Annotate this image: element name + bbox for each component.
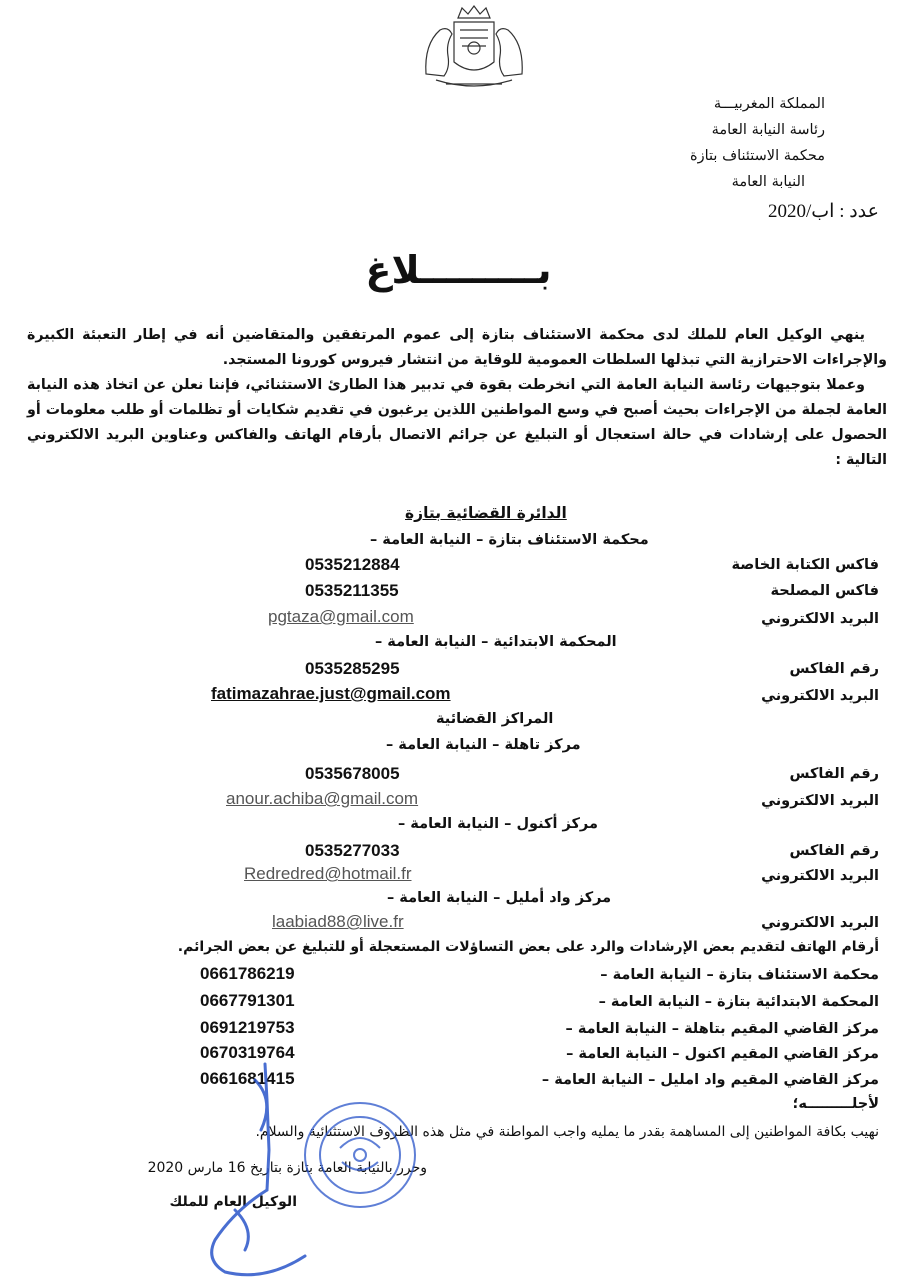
wad-amlil-heading: مركز واد أمليل – النيابة العامة – xyxy=(387,890,612,906)
official-stamp-icon xyxy=(300,1098,420,1213)
service-fax-number: 0535211355 xyxy=(305,581,399,600)
header-office: رئاسة النيابة العامة xyxy=(711,122,825,138)
service-fax-label: فاكس المصلحة xyxy=(770,583,879,599)
phones-intro: أرقام الهاتف لتقديم بعض الإرشادات والرد على بعض التساؤلات المستعجلة أو للتبليغ عن بعض الجرائم. xyxy=(177,939,879,955)
private-fax-number: 0535212884 xyxy=(305,555,400,574)
phone-number-tahla: 0691219753 xyxy=(200,1018,295,1037)
closing-signatory: الوكيل العام للملك xyxy=(169,1194,297,1210)
phone-label-first-instance: المحكمة الابتدائية بتازة – النيابة العامة – xyxy=(598,994,879,1010)
phone-label-wad-amlil: مركز القاضي المقيم واد امليل – النيابة العامة – xyxy=(541,1072,879,1088)
centers-heading: المراكز القضائية xyxy=(436,711,554,727)
tahla-email-label: البريد الالكتروني xyxy=(761,793,879,809)
aknoul-heading: مركز أكنول – النيابة العامة – xyxy=(398,816,598,832)
page-title: بـــــــــلاغ xyxy=(365,248,552,292)
tahla-fax-label: رقم الفاكس xyxy=(789,766,879,782)
wad-amlil-email-link[interactable]: laabiad88@live.fr xyxy=(272,912,404,931)
phone-number-first-instance: 0667791301 xyxy=(200,991,295,1010)
first-instance-fax-label: رقم الفاكس xyxy=(789,661,879,677)
phone-number-aknoul: 0670319764 xyxy=(200,1043,295,1062)
aknoul-fax-label: رقم الفاكس xyxy=(789,843,879,859)
document-number xyxy=(768,200,879,223)
header-country: المملكة المغربيـــة xyxy=(713,96,825,112)
aknoul-email-label: البريد الالكتروني xyxy=(761,868,879,884)
phone-number-wad-amlil: 0661681415 xyxy=(200,1069,295,1088)
phone-number-appeal: 0661786219 xyxy=(200,964,295,983)
district-title: الدائرة القضائية بتازة xyxy=(405,504,567,522)
document-number-label: عدد : xyxy=(839,201,879,222)
header-department: النيابة العامة xyxy=(731,174,805,190)
phone-label-aknoul: مركز القاضي المقيم اكنول – النيابة العامة – xyxy=(566,1046,879,1062)
private-fax-label: فاكس الكتابة الخاصة xyxy=(731,557,879,573)
aknoul-fax-number: 0535277033 xyxy=(305,841,400,860)
document-number-value: اب/2020 xyxy=(767,201,835,222)
aknoul-email-link[interactable]: Redredred@hotmail.fr xyxy=(244,864,412,883)
royal-emblem-icon xyxy=(418,4,530,88)
closing-dated: وحرر بالنيابة العامة بتازة بتاريخ 16 مارس 2020 xyxy=(147,1160,427,1176)
first-instance-email-link[interactable]: fatimazahrae.just@gmail.com xyxy=(211,684,451,703)
first-instance-heading: المحكمة الابتدائية – النيابة العامة – xyxy=(375,634,617,650)
intro-paragraph-1: ينهي الوكيل العام للملك لدى محكمة الاستئناف بتازة إلى عموم المرتفقين والمتقاضين أنه في إطار التعبئة الكبيرة والإجراءات الاحترازية التي تبذلها السلطات العمومية للوقاية من انتشار فيروس كورونا المستجد. xyxy=(27,327,887,368)
wad-amlil-email-label: البريد الالكتروني xyxy=(761,915,879,931)
header-court: محكمة الاستئناف بتازة xyxy=(690,148,825,164)
appeal-email-label: البريد الالكتروني xyxy=(761,611,879,627)
closing-for-this: لأجلـــــــــه؛ xyxy=(792,1096,879,1112)
tahla-email-link[interactable]: anour.achiba@gmail.com xyxy=(226,789,419,808)
tahla-heading: مركز تاهلة – النيابة العامة – xyxy=(386,737,581,753)
appeal-email-link[interactable]: pgtaza@gmail.com xyxy=(268,607,414,626)
signature-icon xyxy=(195,1060,315,1280)
phone-label-appeal: محكمة الاستئناف بتازة – النيابة العامة – xyxy=(600,967,879,983)
phone-label-tahla: مركز القاضي المقيم بتاهلة – النيابة العامة – xyxy=(565,1021,879,1037)
first-instance-email-label: البريد الالكتروني xyxy=(761,688,879,704)
first-instance-fax-number: 0535285295 xyxy=(305,659,400,678)
closing-appeal: نهيب بكافة المواطنين إلى المساهمة بقدر ما يمليه واجب المواطنة في مثل هذه الظروف الاستثنائية والسلام. xyxy=(255,1124,879,1140)
intro-paragraph-2: وعملا بتوجيهات رئاسة النيابة العامة التي انخرطت بقوة في تدبير هذا الطارئ الاستثنائي، فإننا نعلن عن اتخاذ هذه النيابة العامة لجملة من الإجراءات بحيث أصبح في وسع المواطنين اللذين يرغبون في تقديم شكايات أو تظلمات أو طلب معلومات أو الحصول على إرشادات في حالة استعجال أو التبليغ عن جرائم الاتصال بأرقام الهاتف والفاكس وعناوين البريد الالكتروني التالية : xyxy=(27,377,887,468)
tahla-fax-number: 0535678005 xyxy=(305,764,400,783)
appeal-court-heading: محكمة الاستئناف بتازة – النيابة العامة – xyxy=(370,532,649,548)
